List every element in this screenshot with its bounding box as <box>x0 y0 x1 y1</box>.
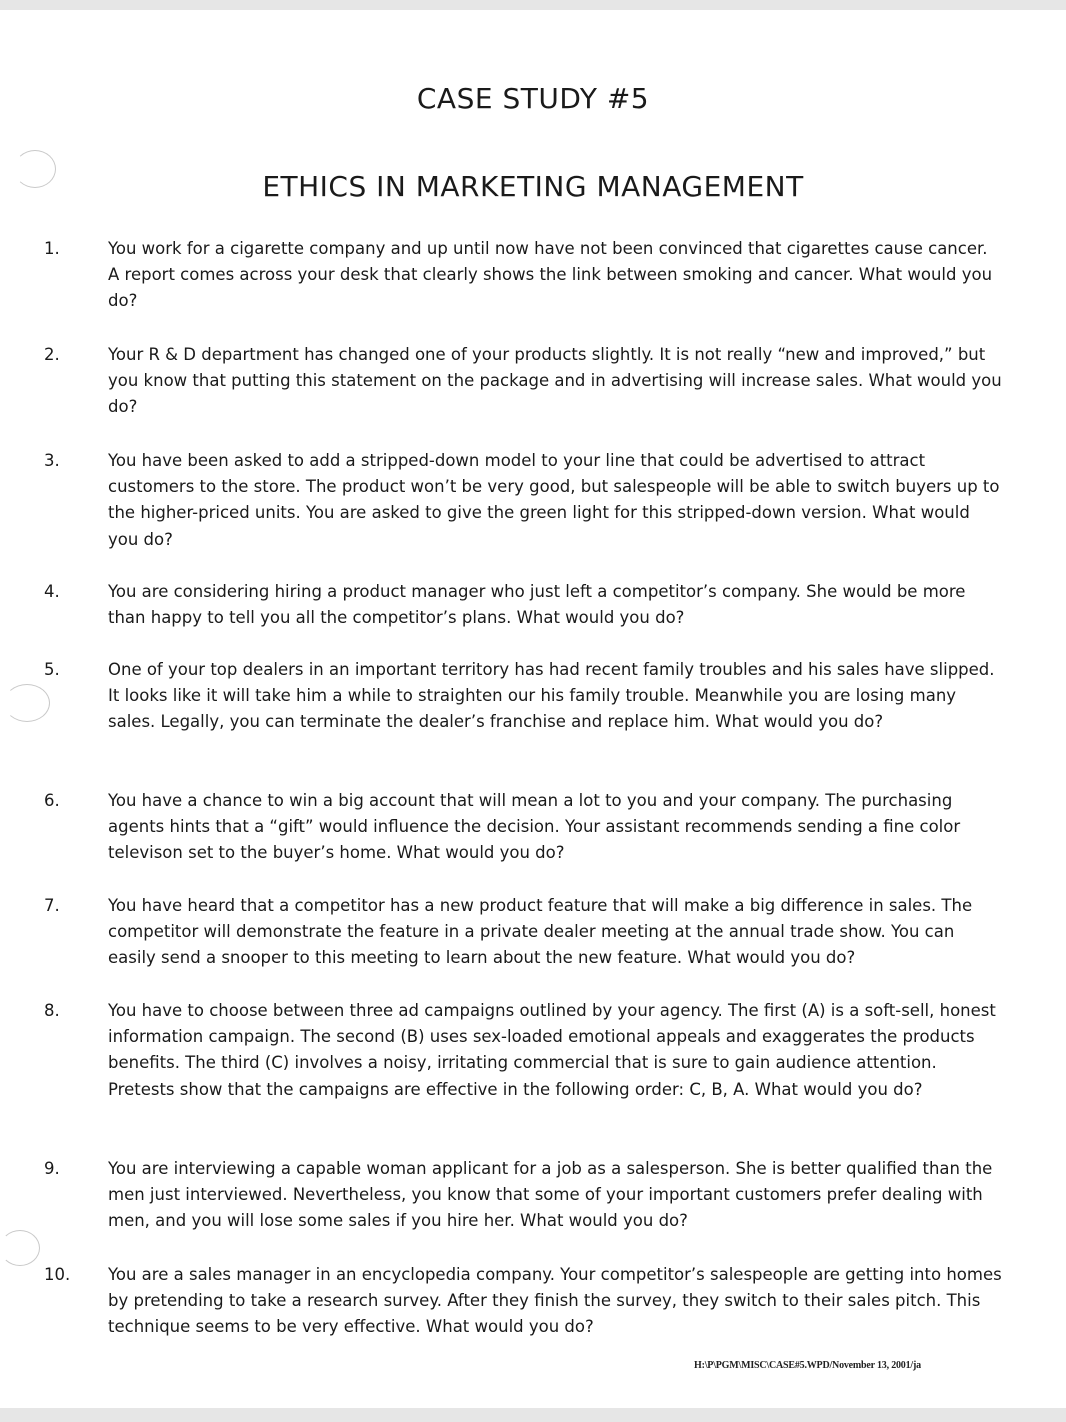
item-number: 2. <box>44 345 60 364</box>
item-number: 5. <box>44 660 60 679</box>
item-text: You have heard that a competitor has a new product feature that will make a big difference in sales. The competitor will demonstrate the feature in a private dealer meeting at the annual trade show. You can easily send a snooper to this meeting to learn about the new feature. What would you do? <box>108 896 973 968</box>
item-text: You are a sales manager in an encyclopedia company. Your competitor’s salespeople are getting into homes by pretending to take a research survey. After they finish the survey, they switch to their sales pitch. This technique seems to be very effective. What would you do? <box>108 1265 1002 1337</box>
item-number: 7. <box>44 896 60 915</box>
item-text: Your R & D department has changed one of your products slightly. It is not really “new and improved,” but you know that putting this statement on the package and in advertising will increase sales. What would you do? <box>108 345 1002 417</box>
document-subtitle: ETHICS IN MARKETING MANAGEMENT <box>262 170 804 203</box>
item-text: You work for a cigarette company and up until now have not been convinced that cigarettes cause cancer. A report comes across your desk that clearly shows the link between smoking and cancer. What would you do? <box>108 239 993 311</box>
item-number: 8. <box>44 1001 60 1020</box>
case-study-title: CASE STUDY #5 <box>416 82 650 115</box>
item-number: 4. <box>44 582 60 601</box>
item-number: 6. <box>44 791 60 810</box>
item-text: You are considering hiring a product manager who just left a competitor’s company. She would be more than happy to tell you all the competitor’s plans. What would you do? <box>108 582 966 628</box>
item-text: You have to choose between three ad campaigns outlined by your agency. The first (A) is a soft-sell, honest information campaign. The second (B) uses sex-loaded emotional appeals and exaggerates the products benefits. The third (C) involves a noisy, irritating commercial that is sure to gain audience attention. Pretests show that the campaigns are effective in the following order: C, B, A. What would you do? <box>108 1001 996 1099</box>
item-number: 10. <box>44 1265 71 1284</box>
item-text: You have a chance to win a big account that will mean a lot to you and your company. The purchasing agents hints that a “gift” would influence the decision. Your assistant recommends sending a fine color televison set to the buyer’s home. What would you do? <box>108 791 961 863</box>
punch-hole-mark <box>0 1230 40 1266</box>
item-text: One of your top dealers in an important territory has had recent family troubles and his sales have slipped. It looks like it will take him a while to straighten our his family trouble. Meanwhile you are losing many sales. Legally, you can terminate the dealer’s franchise and replace him. What would you do? <box>108 660 995 732</box>
file-path-footer: H:\P\PGM\MISC\CASE#5.WPD/November 13, 2001/ja <box>694 1360 921 1371</box>
document-page <box>0 10 1066 1408</box>
punch-hole-mark <box>4 684 50 722</box>
item-number: 3. <box>44 451 60 470</box>
item-text: You are interviewing a capable woman applicant for a job as a salesperson. She is better qualified than the men just interviewed. Nevertheless, you know that some of your important customers prefer dealing with men, and you will lose some sales if you hire her. What would you do? <box>108 1159 993 1231</box>
item-number: 1. <box>44 239 60 258</box>
item-text: You have been asked to add a stripped-down model to your line that could be advertised to attract customers to the store. The product won’t be very good, but salespeople will be able to switch buyers up to the higher-priced units. You are asked to give the green light for this stripped-down version. What would you do? <box>108 451 1000 549</box>
item-number: 9. <box>44 1159 60 1178</box>
